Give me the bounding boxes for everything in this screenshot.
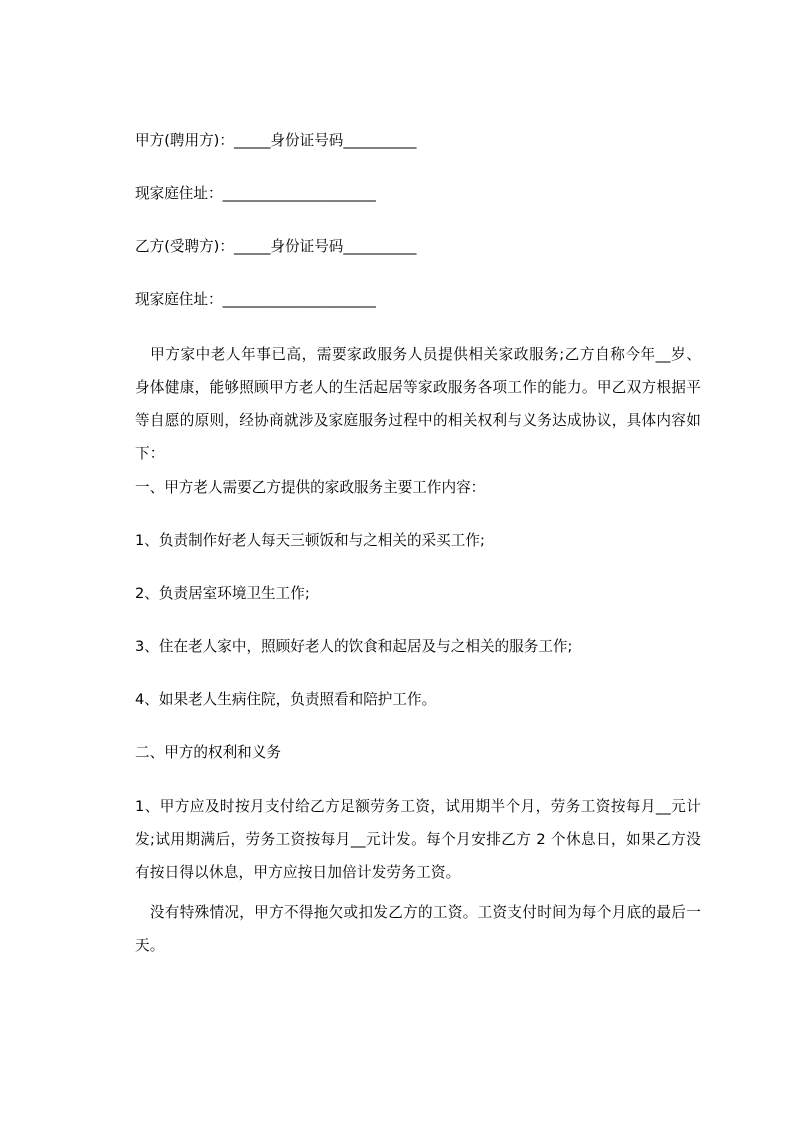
rights-paragraph: 1、甲方应及时按月支付给乙方足额劳务工资，试用期半个月，劳务工资按每月__元计发;试用期满后，劳务工资按每月__元计发。每个月安排乙方 2 个休息日，如果乙方没有按日得以休息，甲方应按日加倍计发劳务工资。 — [135, 798, 701, 881]
work-item-1: 1、负责制作好老人每天三顿饭和与之相关的采买工作; — [135, 532, 485, 549]
address-a-line: 现家庭住址：_____________________ — [135, 185, 376, 202]
work-item-3: 3、住在老人家中，照顾好老人的饮食和起居及与之相关的服务工作; — [135, 638, 573, 655]
section-two-heading: 二、甲方的权利和义务 — [135, 744, 281, 761]
intro-paragraph: 甲方家中老人年事已高，需要家政服务人员提供相关家政服务;乙方自称今年__岁、身体健康，能够照顾甲方老人的生活起居等家政服务各项工作的能力。甲乙双方根据平等自愿的原则，经协商就涉及家庭服务过程中的相关权利与义务达成协议，具体内容如下： — [135, 346, 701, 462]
work-item-2: 2、负责居室环境卫生工作; — [135, 585, 310, 602]
address-b-line: 现家庭住址：_____________________ — [135, 291, 376, 308]
party-b-line: 乙方(受聘方)：_____身份证号码__________ — [135, 238, 417, 255]
party-a-line: 甲方(聘用方)：_____身份证号码__________ — [135, 132, 417, 149]
section-one-heading: 一、甲方老人需要乙方提供的家政服务主要工作内容： — [135, 479, 486, 496]
work-item-4: 4、如果老人生病住院，负责照看和陪护工作。 — [135, 691, 437, 708]
wage-paragraph: 没有特殊情况，甲方不得拖欠或扣发乙方的工资。工资支付时间为每个月底的最后一天。 — [135, 904, 701, 954]
